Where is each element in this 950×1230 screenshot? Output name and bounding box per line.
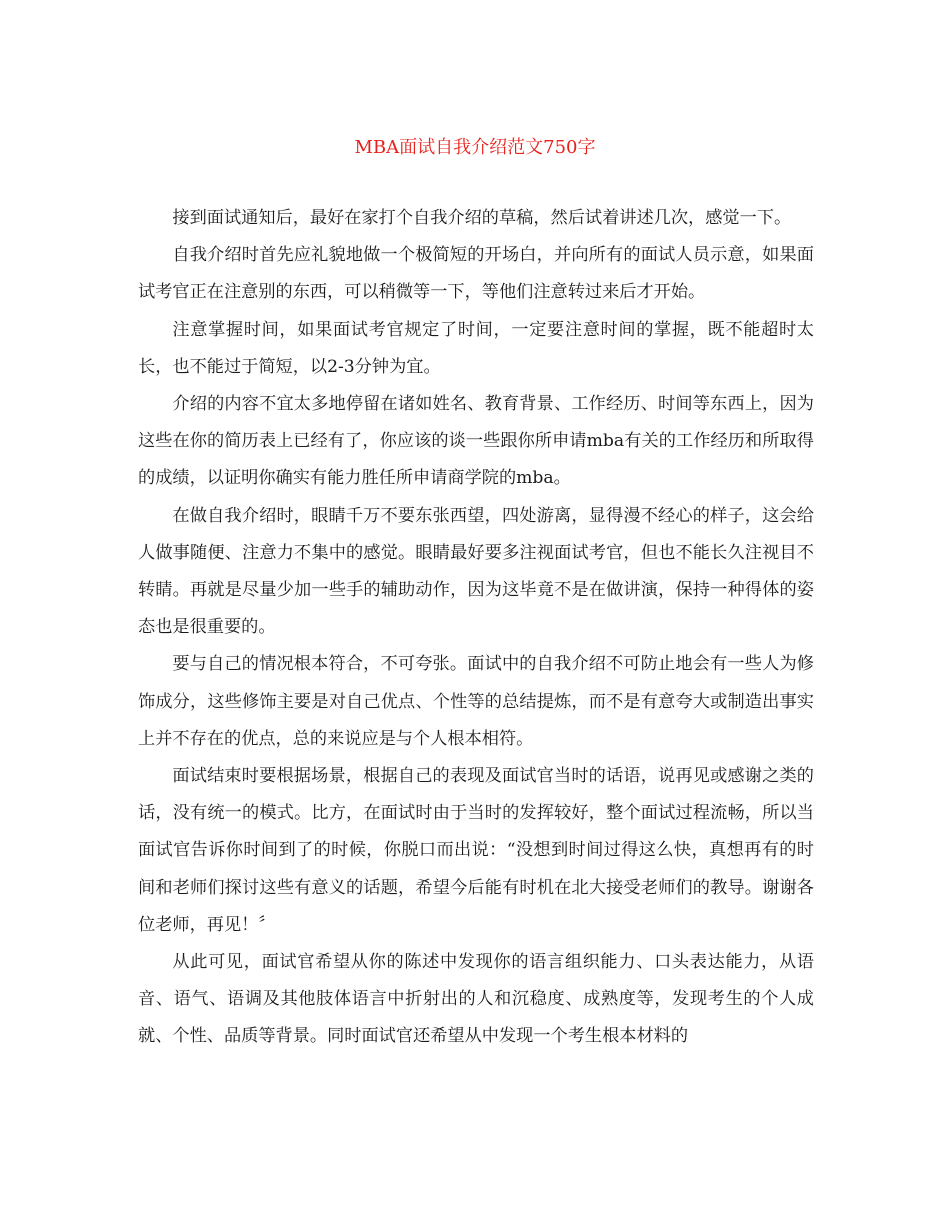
paragraph: 接到面试通知后，最好在家打个自我介绍的草稿，然后试着讲述几次，感觉一下。 bbox=[172, 208, 792, 228]
paragraph: 注意掌握时间，如果面试考官规定了时间，一定要注意时间的掌握，既不能超时太长，也不能过于简短，以2-3分钟为宜。 bbox=[138, 319, 814, 377]
paragraph: 自我介绍时首先应礼貌地做一个极简短的开场白，并向所有的面试人员示意，如果面试考官正在注意别的东西，可以稍微等一下，等他们注意转过来后才开始。 bbox=[138, 245, 814, 303]
paragraph: 介绍的内容不宜太多地停留在诸如姓名、教育背景、工作经历、时间等东西上，因为这些在你的简历表上已经有了，你应该的谈一些跟你所申请mba有关的工作经历和所取得的成绩，以证明你确实有能力胜任所申请商学院的mba。 bbox=[138, 394, 814, 489]
paragraph: 要与自己的情况根本符合，不可夸张。面试中的自我介绍不可防止地会有一些人为修饰成分，这些修饰主要是对自己优点、个性等的总结提炼，而不是有意夸大或制造出事实上并不存在的优点，总的来说应是与个人根本相符。 bbox=[138, 654, 814, 749]
paragraph: 面试结束时要根据场景，根据自己的表现及面试官当时的话语，说再见或感谢之类的话，没有统一的模式。比方，在面试时由于当时的发挥较好，整个面试过程流畅，所以当面试官告诉你时间到了的时候，你脱口而出说：“没想到时间过得这么快，真想再有的时间和老师们探讨这些有意义的话题，希望今后能有时机在北大接受老师们的教导。谢谢各位老师，再见！〞 bbox=[138, 766, 814, 935]
document-title: MBA面试自我介绍范文750字 bbox=[354, 137, 596, 158]
document-body bbox=[138, 200, 814, 1056]
paragraph: 从此可见，面试官希望从你的陈述中发现你的语言组织能力、口头表达能力，从语音、语气、语调及其他肢体语言中折射出的人和沉稳度、成熟度等，发现考生的个人成就、个性、品质等背景。同时面试官还希望从中发现一个考生根本材料的 bbox=[138, 952, 814, 1047]
paragraph: 在做自我介绍时，眼睛千万不要东张西望，四处游离，显得漫不经心的样子，这会给人做事随便、注意力不集中的感觉。眼睛最好要多注视面试考官，但也不能长久注视目不转睛。再就是尽量少加一些手的辅助动作，因为这毕竟不是在做讲演，保持一种得体的姿态也是很重要的。 bbox=[138, 505, 814, 638]
